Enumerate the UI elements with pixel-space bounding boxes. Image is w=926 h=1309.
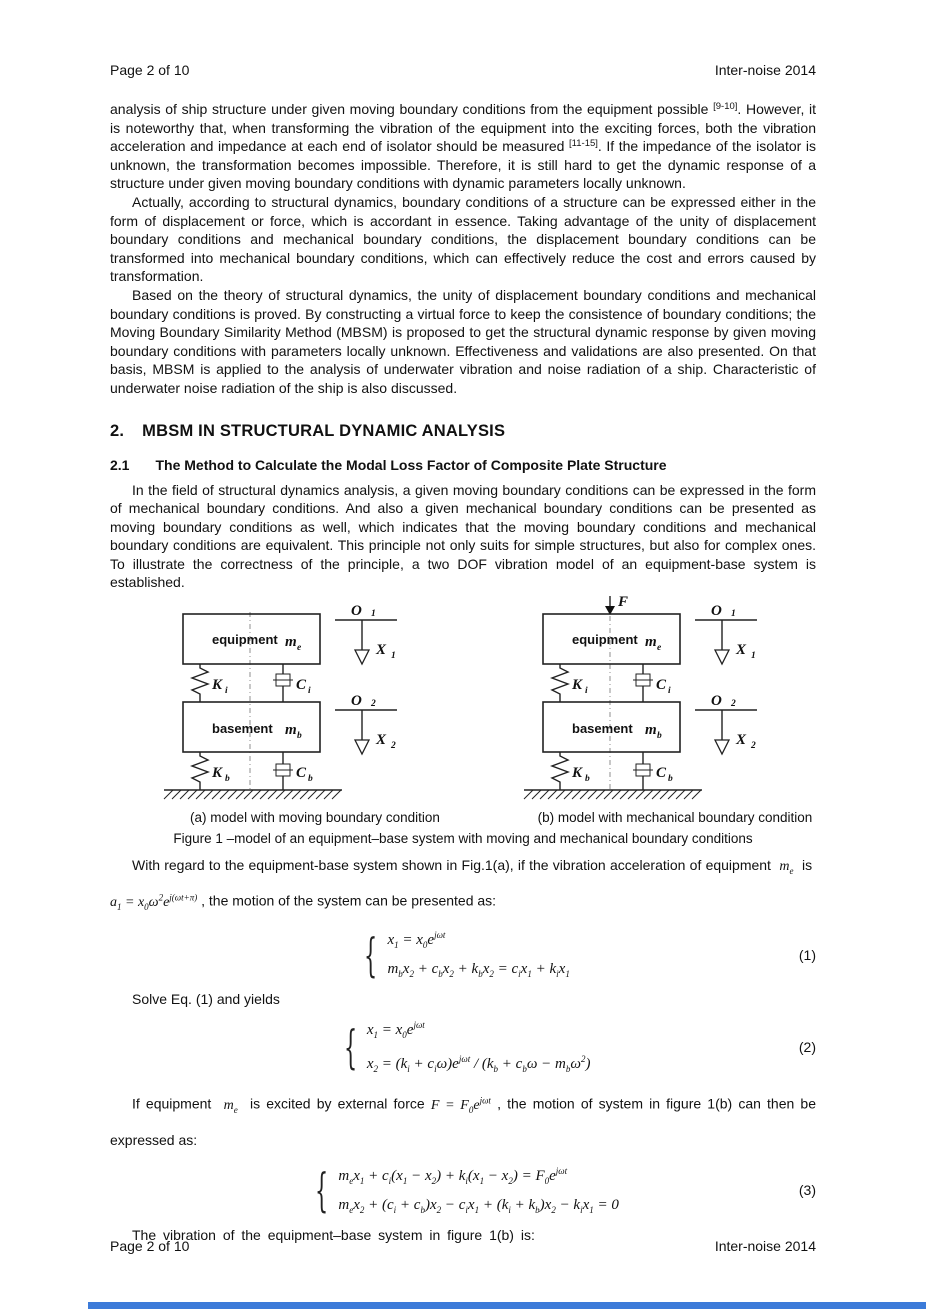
paragraph-if-equipment: If equipment $m_e$ is excited by external force $F = F_0e^{j\omega t}$ , the motion of system in figure 1(b) can then be expressed as: bbox=[110, 1095, 816, 1148]
subsection-title: The Method to Calculate the Modal Loss Factor of Composite Plate Structure bbox=[155, 456, 667, 473]
svg-text:i: i bbox=[225, 686, 228, 697]
ci-label: C bbox=[656, 677, 667, 694]
subsection-number: 2.1 bbox=[110, 456, 130, 473]
axis-o2 bbox=[335, 693, 397, 754]
svg-text:X: X bbox=[736, 732, 747, 749]
header-page-number: Page 2 of 10 bbox=[110, 62, 190, 78]
solve-line: Solve Eq. (1) and yields bbox=[132, 991, 280, 1008]
arrowhead-x1 bbox=[355, 650, 369, 664]
force-label: F bbox=[618, 596, 629, 611]
ki-label: K bbox=[212, 677, 223, 694]
spring-kb-icon bbox=[192, 752, 208, 790]
paragraph-2: Actually, according to structural dynamics, boundary conditions of a structure can be expressed either in the form of displacement or force, which is accordant in essence. Taking advantage of the unity of displacement boundary conditions and mechanical boundary conditions, the displacement boundary conditions can be transformed into mechanical boundary conditions, which can effectively reduce the cost and errors caused by transformation. bbox=[110, 193, 816, 285]
arrowhead-x2 bbox=[715, 740, 729, 754]
ground-hatch bbox=[524, 790, 701, 799]
svg-text:2: 2 bbox=[371, 699, 376, 710]
svg-text:O: O bbox=[711, 693, 722, 710]
bottom-accent-bar bbox=[88, 1302, 926, 1309]
arrowhead-x1 bbox=[715, 650, 729, 664]
cb-label: C bbox=[296, 765, 307, 782]
svg-text:X: X bbox=[736, 642, 747, 659]
section-title: MBSM IN STRUCTURAL DYNAMIC ANALYSIS bbox=[142, 421, 506, 440]
svg-text:O: O bbox=[351, 603, 362, 620]
equation-2 bbox=[110, 1013, 816, 1081]
svg-text:b: b bbox=[308, 774, 313, 785]
spring-ki-icon bbox=[192, 664, 208, 702]
page-header bbox=[110, 62, 816, 78]
axis-o2 bbox=[695, 693, 757, 754]
equation-1 bbox=[110, 923, 816, 986]
svg-text:2: 2 bbox=[391, 741, 396, 752]
system-brace: { bbox=[343, 1020, 357, 1075]
figure-panel-b bbox=[510, 596, 840, 810]
svg-text:1: 1 bbox=[391, 651, 396, 662]
paragraph-with-regard: With regard to the equipment-base system shown in Fig.1(a), if the vibration acceleration of equipment $m_e$ is $a_1 = x_0\omega^2e^{j(\omega t+\pi)}$ , the motion of the system can be presented as: bbox=[110, 857, 817, 912]
kb-label: K bbox=[572, 765, 583, 782]
svg-text:b: b bbox=[225, 774, 230, 785]
eq3-line1: $m_ex_1 + c_i(x_1 - x_2) + k_i(x_1 - x_2) = F_0e^{j\omega t}$ bbox=[338, 1165, 568, 1186]
section-heading bbox=[110, 422, 816, 441]
panel-captions bbox=[110, 810, 816, 829]
equation-3 bbox=[110, 1159, 816, 1222]
mass-e-label: m bbox=[645, 634, 657, 651]
arrowhead-x2 bbox=[355, 740, 369, 754]
svg-text:1: 1 bbox=[371, 609, 376, 620]
eq1-number: (1) bbox=[798, 946, 816, 963]
header-conference-name: Inter-noise 2014 bbox=[714, 62, 816, 78]
paragraph-1: analysis of ship structure under given moving boundary conditions from the equipment possible [9-10]. However, it is noteworthy that, when transforming the vibration of the equipment into the exciting forces, both the vibration acceleration and impedance at each end of isolator should be measured [11-15]. If the impedance of the isolator is unknown, the transformation becomes impossible. Therefore, it is still hard to get the dynamic response of a structure under given moving boundary conditions with dynamic parameters locally unknown. bbox=[110, 101, 817, 192]
svg-text:i: i bbox=[585, 686, 588, 697]
ki-label: K bbox=[572, 677, 583, 694]
figure-panel-a bbox=[150, 596, 480, 810]
equipment-label: equipment bbox=[572, 632, 638, 648]
equipment-label: equipment bbox=[212, 632, 278, 648]
eq2-line1: $x_1 = x_0e^{j\omega t}$ bbox=[366, 1020, 425, 1041]
system-brace: { bbox=[315, 1163, 329, 1218]
svg-text:X: X bbox=[376, 732, 387, 749]
system-brace: { bbox=[364, 927, 378, 982]
eq1-line2: $m_bx_2 + c_bx_2 + k_bx_2 = c_ix_1 + k_ix_1$ bbox=[387, 961, 570, 980]
axis-o1 bbox=[335, 603, 397, 664]
figure-caption: Figure 1 –model of an equipment–base system with moving and mechanical boundary conditions bbox=[173, 831, 753, 847]
ground-hatch bbox=[164, 790, 341, 799]
caption-panel-b: (b) model with mechanical boundary condition bbox=[537, 810, 813, 826]
basement-label: basement bbox=[572, 721, 633, 737]
section-number: 2. bbox=[110, 421, 125, 440]
svg-text:b: b bbox=[668, 774, 673, 785]
svg-text:O: O bbox=[351, 693, 362, 710]
spring-kb-icon bbox=[552, 752, 568, 790]
mass-e-label: m bbox=[285, 634, 297, 651]
footer-conference-name: Inter-noise 2014 bbox=[714, 1238, 816, 1254]
svg-text:O: O bbox=[711, 603, 722, 620]
final-line: The vibration of the equipment–base system in figure 1(b) is: bbox=[132, 1226, 535, 1243]
svg-text:i: i bbox=[308, 686, 311, 697]
svg-text:1: 1 bbox=[751, 651, 756, 662]
caption-panel-a: (a) model with moving boundary condition bbox=[190, 810, 440, 826]
cb-label: C bbox=[656, 765, 667, 782]
svg-text:i: i bbox=[668, 686, 671, 697]
svg-text:e: e bbox=[657, 643, 662, 654]
ci-label: C bbox=[296, 677, 307, 694]
footer-page-number: Page 2 of 10 bbox=[110, 1238, 190, 1254]
eq1-line1: $x_1 = x_0e^{j\omega t}$ bbox=[387, 930, 446, 951]
basement-label: basement bbox=[212, 721, 273, 737]
eq2-line2: $x_2 = (k_i + c_i\omega)e^{j\omega t} / (k_b + c_b\omega - m_b\omega^2)$ bbox=[366, 1054, 591, 1075]
paragraph-3: Based on the theory of structural dynamics, the unity of displacement boundary conditions and mechanical boundary conditions is proved. By constructing a virtual force to keep the consistence of boundary conditions; the Moving Boundary Similarity Method (MBSM) is proposed to get the structural dynamic response by given moving boundary conditions with parameters locally unknown. Effectiveness and validations are also presented. On that basis, MBSM is applied to the analysis of underwater vibration and noise radiation of a ship. Characteristic of underwater noise radiation of the ship is also discussed. bbox=[110, 286, 816, 396]
svg-text:e: e bbox=[297, 643, 302, 654]
eq3-number: (3) bbox=[798, 1182, 816, 1199]
svg-text:2: 2 bbox=[731, 699, 736, 710]
svg-text:1: 1 bbox=[731, 609, 736, 620]
figure-1 bbox=[110, 596, 816, 810]
svg-text:2: 2 bbox=[751, 741, 756, 752]
force-arrow bbox=[605, 596, 628, 615]
mass-b-label: m bbox=[285, 722, 297, 739]
svg-text:b: b bbox=[657, 731, 662, 742]
page-footer bbox=[110, 1238, 816, 1254]
svg-text:X: X bbox=[376, 642, 387, 659]
svg-text:b: b bbox=[297, 731, 302, 742]
kb-label: K bbox=[212, 765, 223, 782]
mass-b-label: m bbox=[645, 722, 657, 739]
eq2-number: (2) bbox=[798, 1039, 816, 1056]
spring-ki-icon bbox=[552, 664, 568, 702]
eq3-line2: $m_ex_2 + (c_i + c_b)x_2 - c_ix_1 + (k_i + k_b)x_2 - k_ix_1 = 0$ bbox=[338, 1196, 619, 1215]
paragraph-4: In the field of structural dynamics analysis, a given moving boundary conditions can be expressed in the form of mechanical boundary conditions. And also a given mechanical boundary conditions can be presented as moving boundary conditions as well, which indicates that the moving boundary conditions and mechanical boundary conditions are equivalent. This principle not only suits for simple structures, but also for complex ones. To illustrate the correctness of the principle, a two DOF vibration model of an equipment-base system is established. bbox=[110, 481, 816, 591]
svg-text:b: b bbox=[585, 774, 590, 785]
subsection-heading bbox=[110, 457, 816, 473]
axis-o1 bbox=[695, 603, 757, 664]
